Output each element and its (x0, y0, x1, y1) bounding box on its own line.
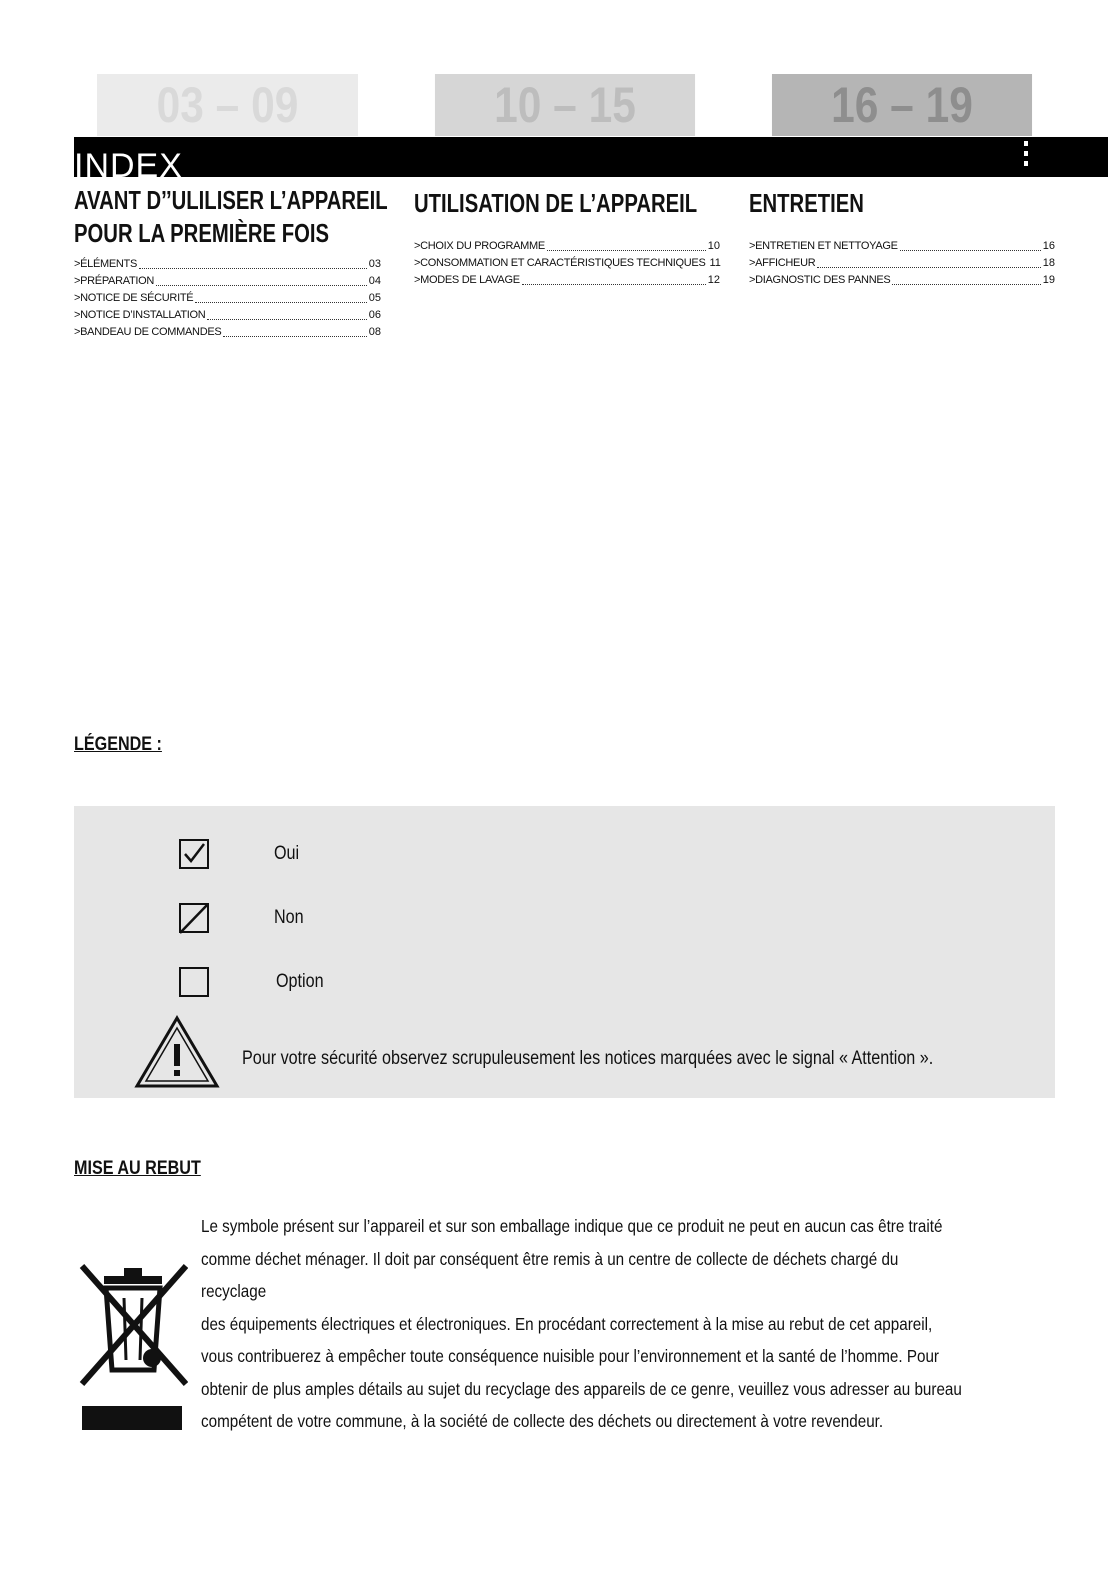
section-title-line: ENTRETIEN (749, 188, 864, 218)
dot-leader (207, 319, 366, 320)
page-range-tab-1 (97, 74, 358, 136)
paragraph-line: obtenir de plus amples détails au sujet du recyclage des appareils de ce genre, veuillez vous adresser au bureau (201, 1378, 962, 1399)
legend-item-no (178, 902, 309, 934)
entry-page: 08 (368, 326, 381, 338)
checked-box-icon (178, 838, 210, 870)
crossed-out-bin-icon (78, 1262, 188, 1434)
legend-label: Non (274, 907, 304, 928)
paragraph-line: compétent de votre commune, à la société de collecte des déchets ou directement à votre revendeur. (201, 1411, 884, 1431)
index-entry[interactable] (74, 290, 381, 307)
entry-label: >NOTICE DE SÉCURITÉ (74, 292, 194, 304)
legend-item-warning (134, 1014, 1055, 1090)
index-entry[interactable] (74, 273, 381, 290)
entry-page: 16 (1042, 240, 1055, 252)
legend-label: Oui (274, 843, 300, 864)
dot-leader (900, 250, 1041, 251)
index-entry[interactable] (749, 238, 1055, 255)
section-title-line: UTILISATION DE L’APPAREIL (414, 188, 698, 218)
empty-box-icon (178, 966, 210, 998)
dot-leader (547, 250, 706, 251)
paragraph-line: Le symbole présent sur l’appareil et sur son emballage indique que ce produit ne peut en aucun cas être traité (201, 1216, 943, 1236)
index-title: INDEX (74, 147, 183, 185)
disposal-paragraph (201, 1210, 967, 1438)
entry-page: 10 (707, 240, 720, 252)
legend-label: Pour votre sécurité observez scrupuleusement les notices marquées avec le signal « Attention ». (242, 1048, 934, 1069)
index-entry[interactable] (74, 307, 381, 324)
index-entry[interactable] (74, 256, 381, 273)
dot-leader (817, 267, 1040, 268)
slashed-box-icon (178, 902, 210, 934)
index-section-before-use (74, 184, 388, 341)
entry-label: >BANDEAU DE COMMANDES (74, 326, 222, 338)
entry-label: >MODES DE LAVAGE (414, 274, 520, 286)
index-entry[interactable] (749, 272, 1055, 289)
index-entry[interactable] (414, 272, 720, 289)
dot-leader (892, 284, 1040, 285)
page-range-tab-2 (435, 74, 695, 136)
dot-leader (156, 285, 367, 286)
entry-page: 18 (1042, 257, 1055, 269)
dot-leader (195, 302, 366, 303)
paragraph-line: vous contribuerez à empêcher toute conséquence nuisible pour l’environnement et la santé de l’homme. Pour (201, 1346, 940, 1366)
entry-label: >CONSOMMATION ET CARACTÉRISTIQUES TECHNIQUES (414, 257, 706, 269)
dot-leader (223, 336, 366, 337)
entry-label: >NOTICE D’INSTALLATION (74, 309, 206, 321)
section-title-line: AVANT D’’ULILISER L’APPAREIL (74, 185, 388, 215)
dots-decoration-icon (1024, 141, 1028, 171)
disposal-heading: MISE AU REBUT (74, 1158, 201, 1179)
legend-heading: LÉGENDE : (74, 734, 162, 755)
legend-item-option (178, 966, 332, 998)
page-range-tab-3 (772, 74, 1032, 136)
entry-label: >ÉLÉMENTS (74, 258, 138, 270)
entry-label: >CHOIX DU PROGRAMME (414, 240, 545, 252)
entry-page: 19 (1042, 274, 1055, 286)
paragraph-line: des équipements électriques et électroniques. En procédant correctement à la mise au rebut de cet appareil, (201, 1313, 933, 1334)
page-range-label: 16 – 19 (831, 77, 973, 133)
index-entry[interactable] (414, 255, 720, 272)
dot-leader (522, 284, 706, 285)
legend-label: Option (276, 971, 324, 992)
paragraph-line: comme déchet ménager. Il doit par conséquent être remis à un centre de collecte de déchets chargé du recyclage (201, 1248, 899, 1301)
index-entry[interactable] (414, 238, 720, 255)
entry-label: >ENTRETIEN ET NETTOYAGE (749, 240, 898, 252)
page-range-label: 10 – 15 (494, 77, 636, 133)
index-section-usage (414, 187, 720, 289)
warning-triangle-icon (134, 1014, 220, 1090)
index-entry[interactable] (749, 255, 1055, 272)
section-title-line: POUR LA PREMIÈRE FOIS (74, 218, 330, 248)
entry-page: 04 (368, 275, 381, 287)
index-section-maintenance (749, 187, 1055, 289)
index-entry[interactable] (74, 324, 381, 341)
legend-box (74, 806, 1055, 1098)
entry-label: >DIAGNOSTIC DES PANNES (749, 274, 891, 286)
dot-leader (139, 268, 367, 269)
entry-page: 06 (368, 309, 381, 321)
legend-item-yes (178, 838, 304, 870)
entry-label: >AFFICHEUR (749, 257, 816, 269)
page-range-label: 03 – 09 (156, 77, 299, 133)
entry-page: 11 (709, 257, 721, 269)
index-bar (74, 137, 1108, 185)
entry-page: 05 (368, 292, 381, 304)
entry-label: >PRÉPARATION (74, 275, 155, 287)
entry-page: 03 (368, 258, 381, 270)
entry-page: 12 (707, 274, 720, 286)
